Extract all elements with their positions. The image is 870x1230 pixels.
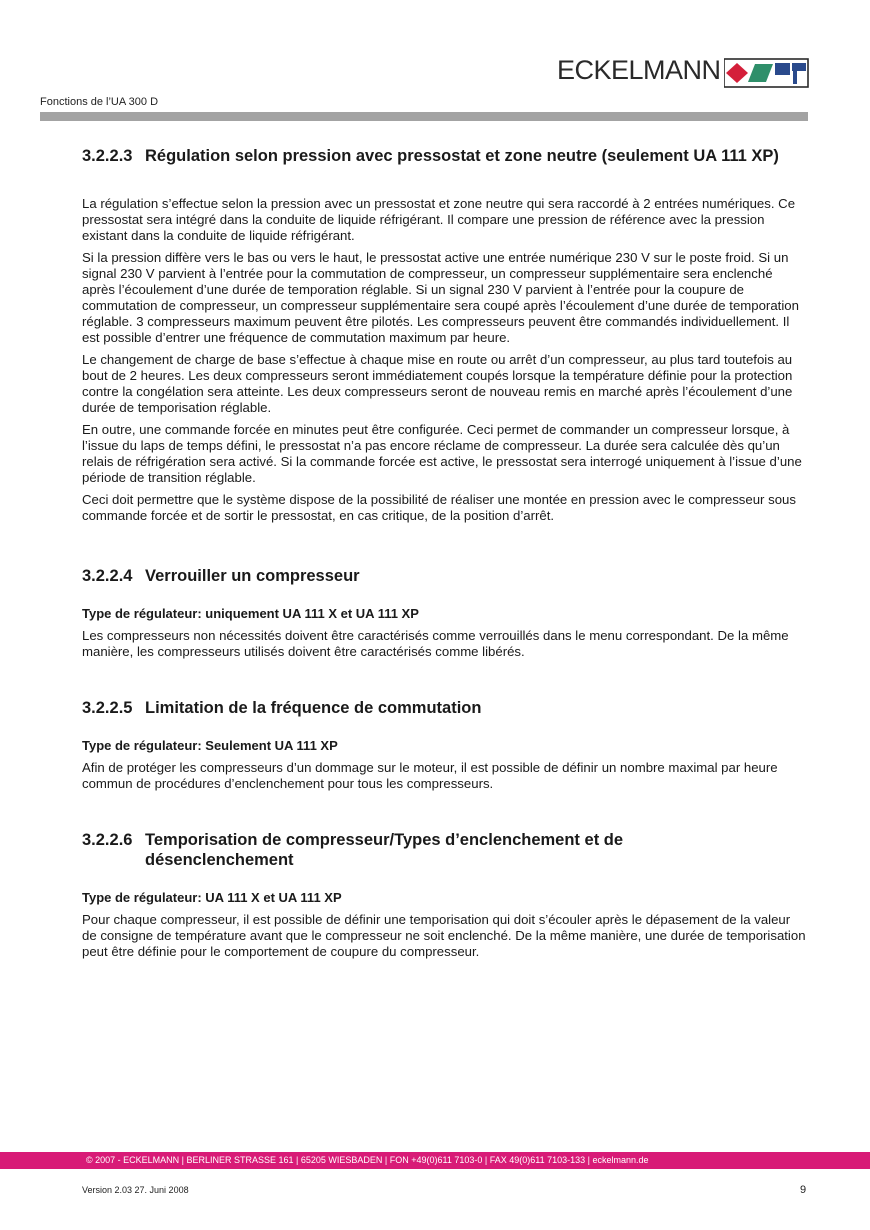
section-heading <box>82 566 806 586</box>
controller-type-label: Type de régulateur: Seulement UA 111 XP <box>82 738 338 753</box>
logo-green-parallelogram <box>748 64 773 82</box>
section-number: 3.2.2.4 <box>82 567 133 585</box>
section-title: Temporisation de compresseur/Types d’enclenchement et de désenclenchement <box>145 831 624 869</box>
section-number: 3.2.2.3 <box>82 147 133 165</box>
paragraph: La régulation s’effectue selon la pression avec un pressostat et zone neutre qui sera raccordé à 2 entrées numériques. Ce pressostat sera intégré dans la conduite de liquide réfrigérant. Il compare une pression de référence avec la pression existant dans la conduite de liquide réfrigérant. <box>82 196 796 243</box>
section-number: 3.2.2.6 <box>82 831 133 849</box>
section-title: Régulation selon pression avec pressostat et zone neutre (seulement UA 111 XP) <box>145 147 779 165</box>
section-title: Limitation de la fréquence de commutation <box>145 699 482 717</box>
paragraph: Pour chaque compresseur, il est possible de définir une temporisation qui doit s’écouler après le dépasement de la valeur de consigne de température avant que le compresseur ne soit enclenché. De la même manière, une durée de temporisation peut être définie pour le comportement de coupure du compresseur. <box>82 912 806 959</box>
section-3-2-2-5 <box>82 698 806 792</box>
section-heading <box>82 698 806 718</box>
logo-blue-stem <box>793 71 797 84</box>
section-heading <box>82 146 806 166</box>
brand-logo-text: ECKELMANN <box>557 55 721 85</box>
footer-copyright-bar <box>0 1152 870 1169</box>
logo-red-diamond <box>726 63 748 83</box>
section-3-2-2-4 <box>82 566 806 660</box>
paragraph: Le changement de charge de base s’effectue à chaque mise en route ou arrêt d’un compresseur, au plus tard toutefois au bout de 2 heures. Les deux compresseurs seront immédiatement coupés lorsque la température définie pour la protection contre la congélation sera atteinte. Les deux compresseurs seront de nouveau remis en marché après l’écoulement d’une durée de temporisation réglable. <box>82 352 793 415</box>
section-heading <box>82 830 806 870</box>
logo-blue-bar <box>792 63 806 71</box>
brand-logo-icon <box>724 58 810 88</box>
paragraph: Les compresseurs non nécessités doivent être caractérisés comme verrouillés dans le menu correspondant. De la même manière, les compresseurs utilisés doivent être caractérisés comme libérés. <box>82 628 789 659</box>
logo-blue-square <box>775 63 790 75</box>
section-3-2-2-3 <box>82 146 806 524</box>
document-version: Version 2.03 27. Juni 2008 <box>82 1185 189 1195</box>
page-number: 9 <box>800 1184 807 1196</box>
document-header-title: Fonctions de l’UA 300 D <box>40 96 159 108</box>
paragraph: Ceci doit permettre que le système dispose de la possibilité de réaliser une montée en pression avec le compresseur sous commande forcée et de sortir le pressostat, en cas critique, de la position d’arrêt. <box>82 492 796 523</box>
header-divider-bar <box>40 112 808 121</box>
section-3-2-2-6 <box>82 830 806 960</box>
controller-type-label: Type de régulateur: uniquement UA 111 X et UA 111 XP <box>82 606 419 621</box>
controller-type-label: Type de régulateur: UA 111 X et UA 111 XP <box>82 890 342 905</box>
paragraph: En outre, une commande forcée en minutes peut être configurée. Ceci permet de commander un compresseur lorsque, à l’issue du laps de temps défini, le pressostat n’a pas encore réclame de compresseur. La durée sera calculée dès qu’un relais de réfrigération sera activé. Si la commande forcée est active, le pressostat sera interrogé uniquement à l’issue d’une période de transition réglable. <box>82 422 802 485</box>
footer-copyright-text: © 2007 - ECKELMANN | BERLINER STRASSE 161 | 65205 WIESBADEN | FON +49(0)611 7103-0 | FAX 49(0)611 7103-133 | eckelmann.de <box>86 1155 649 1165</box>
paragraph: Afin de protéger les compresseurs d’un dommage sur le moteur, il est possible de définir un nombre maximal par heure commun de procédures d’enclenchement pour tous les compresseurs. <box>82 760 778 791</box>
section-number: 3.2.2.5 <box>82 699 133 717</box>
document-body <box>82 146 806 960</box>
section-title: Verrouiller un compresseur <box>145 567 360 585</box>
paragraph: Si la pression diffère vers le bas ou vers le haut, le pressostat active une entrée numérique 230 V sur le poste froid. Si un signal 230 V parvient à l’entrée pour la commutation de compresseur, un compresseur supplémentaire sera enclenché après l’écoulement d’une durée de temporation réglable. Si un signal 230 V parvient à l’entrée pour la coupure de commutation de compresseur, un compresseur supplémentaire sera coupé après l’écoulement d’une durée de temporation réglable. 3 compresseurs maximum peuvent être pilotés. Les compresseurs peuvent être commandés individuellement. Il est possible d’entrer une fréquence de commutation maximum par heure. <box>82 250 799 345</box>
